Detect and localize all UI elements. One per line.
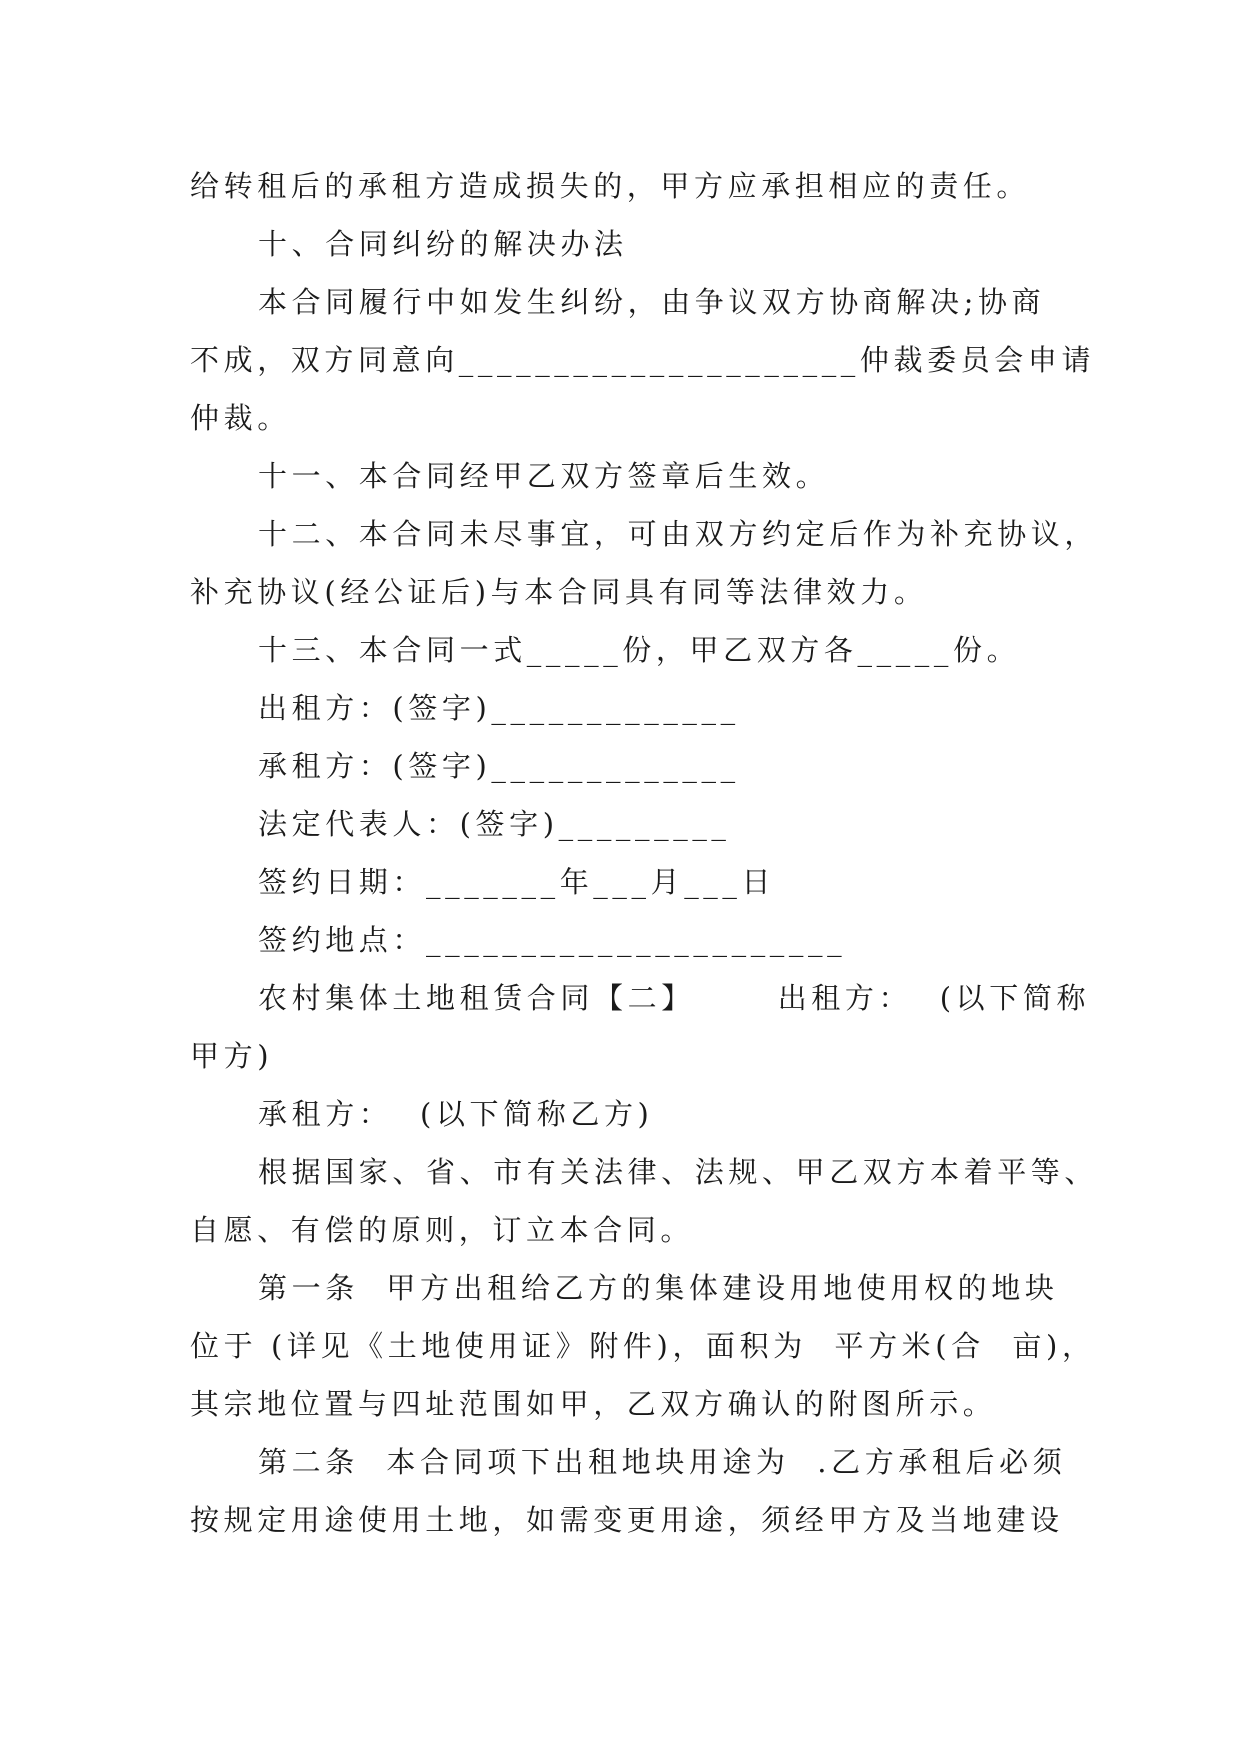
paragraph-line: 仲裁。 [190, 401, 291, 435]
paragraph-line: 补充协议(经公证后)与本合同具有同等法律效力。 [190, 575, 928, 609]
preamble-line: 根据国家、省、市有关法律、法规、甲乙双方本着平等、 [258, 1155, 1099, 1189]
article-2: 第二条 本合同项下出租地块用途为 .乙方承租后必须 [258, 1445, 1067, 1479]
clause-13: 十三、本合同一式_____份，甲乙双方各_____份。 [258, 633, 1021, 667]
paragraph-line: 位于 (详见《土地使用证》附件)，面积为 平方米(合 亩)， [190, 1329, 1096, 1363]
paragraph-line: 甲方) [190, 1039, 274, 1073]
paragraph-line: 自愿、有偿的原则，订立本合同。 [190, 1213, 695, 1247]
article-1: 第一条 甲方出租给乙方的集体建设用地使用权的地块 [258, 1271, 1059, 1305]
signing-place-line: 签约地点：______________________ [258, 923, 847, 957]
paragraph-line: 按规定用途使用土地，如需变更用途，须经甲方及当地建设 [190, 1503, 1064, 1537]
contract-two-title: 农村集体土地租赁合同【二】 出租方： (以下简称 [258, 981, 1091, 1015]
paragraph-line: 给转租后的承租方造成损失的，甲方应承担相应的责任。 [190, 169, 1031, 203]
paragraph-line: 其宗地位置与四址范围如甲，乙双方确认的附图所示。 [190, 1387, 997, 1421]
clause-11: 十一、本合同经甲乙双方签章后生效。 [258, 459, 830, 493]
lessor-signature-line: 出租方：(签字)_____________ [258, 691, 740, 725]
paragraph-line: 不成，双方同意向_____________________仲裁委员会申请 [190, 343, 1096, 377]
lessee-signature-line: 承租方：(签字)_____________ [258, 749, 740, 783]
clause-12: 十二、本合同未尽事宜，可由双方约定后作为补充协议， [258, 517, 1099, 551]
legal-rep-signature-line: 法定代表人：(签字)_________ [258, 807, 731, 841]
section-heading-10: 十、合同纠纷的解决办法 [258, 227, 628, 261]
lessee-line: 承租方： (以下简称乙方) [258, 1097, 654, 1131]
paragraph-line: 本合同履行中如发生纠纷，由争议双方协商解决;协商 [258, 285, 1046, 319]
signing-date-line: 签约日期：_______年___月___日 [258, 865, 776, 899]
